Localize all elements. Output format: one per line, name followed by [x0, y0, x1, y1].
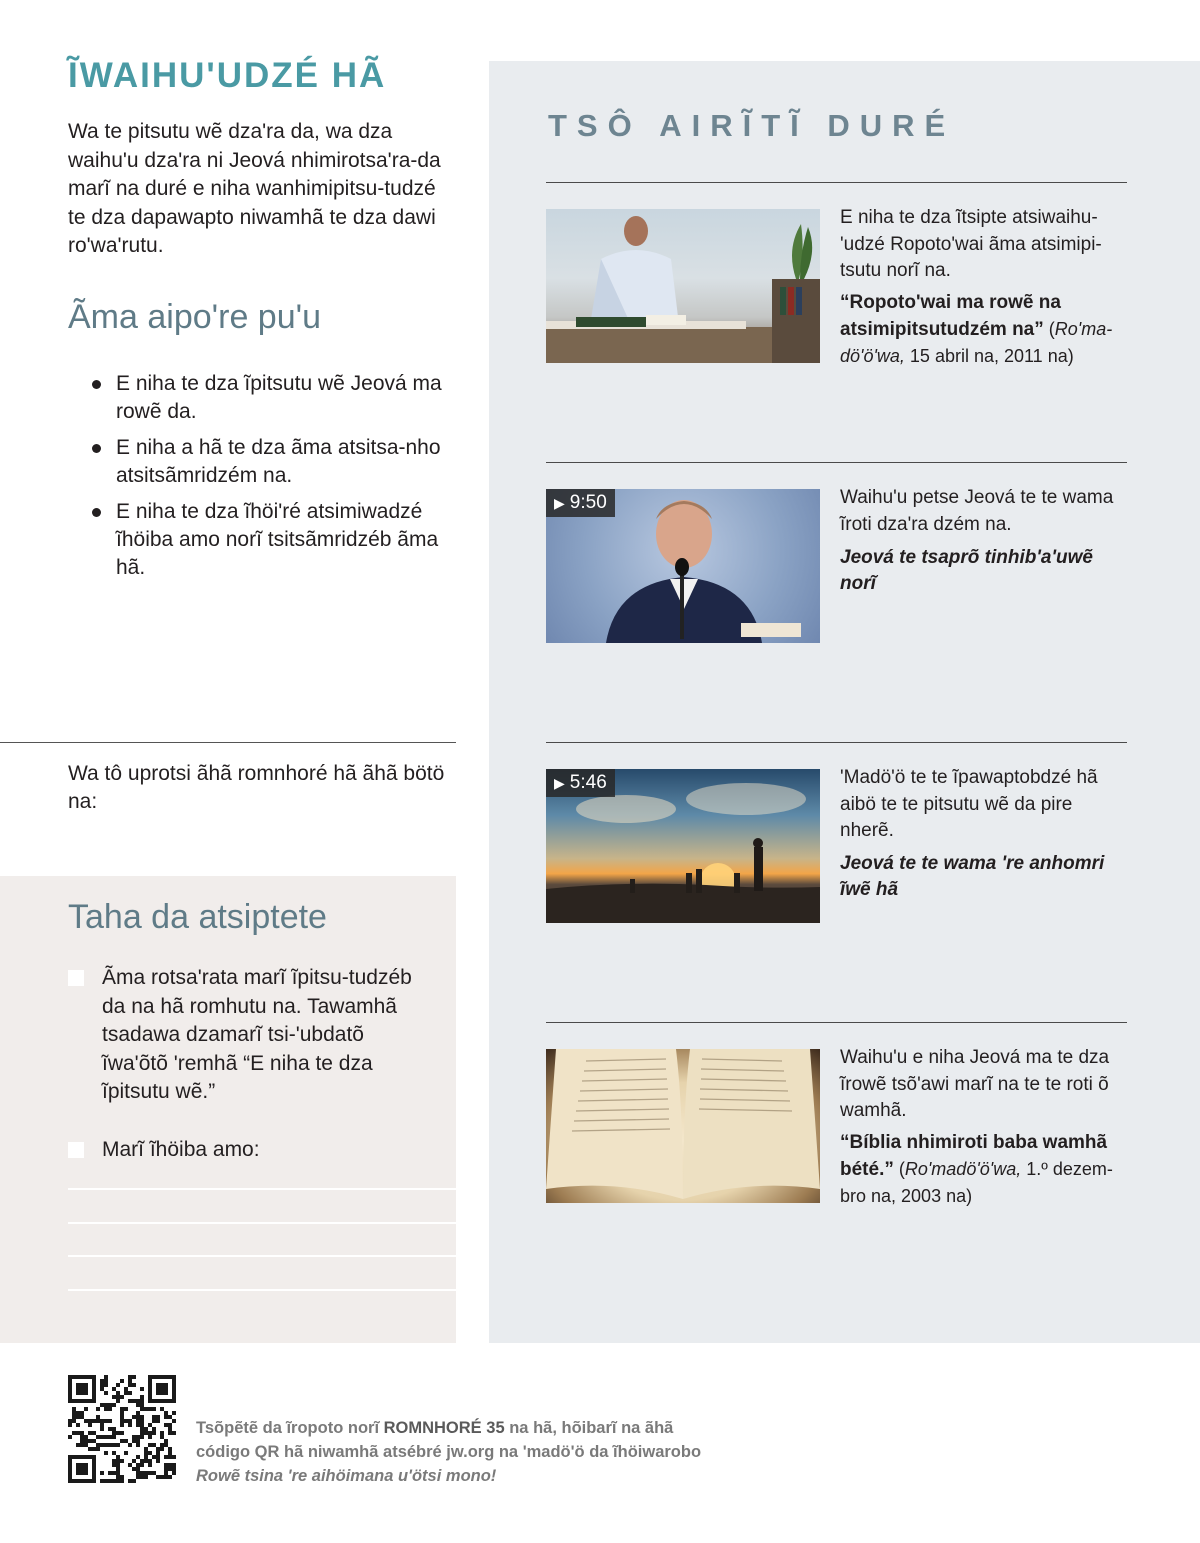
- writing-line[interactable]: [68, 1255, 456, 1257]
- video-duration: 9:50: [569, 492, 607, 513]
- review-text: Wa te pitsutu wẽ dza'ra da, wa dza waihu'u dza'ra ni Jeová nhimirotsa'ra-da marĩ na duré e niha wanhimipitsu-tudzé te dza dapawapto niwamhã te dza dawi ro'wa'rutu.: [68, 120, 441, 257]
- play-icon: ▶: [554, 775, 565, 791]
- summary-item-text: E niha te dza ĩhöi'ré atsimiwadzé ĩhöiba amo norĩ tsitsãmridzéb ãma hã.: [116, 500, 439, 579]
- summary-list-item: [90, 434, 460, 490]
- writing-line[interactable]: [68, 1188, 456, 1190]
- review-title: ĨWAIHU'UDZÉ HÃ: [68, 56, 387, 95]
- summary-heading: Ãma aipo're pu'u: [68, 298, 322, 336]
- resource-link[interactable]: Jeová te tsaprõ tinhib'a'uwẽ norĩ: [840, 547, 1093, 594]
- summary-list: [90, 370, 460, 590]
- qr-code-icon[interactable]: [68, 1375, 176, 1483]
- writing-line[interactable]: [68, 1222, 456, 1224]
- tasks-panel: [0, 876, 456, 1343]
- video-thumbnail[interactable]: [546, 769, 820, 923]
- task-checkbox[interactable]: [68, 970, 84, 986]
- resource-link[interactable]: [840, 1130, 1130, 1210]
- resource-description: 'Madö'ö te te ĩpawaptobdzé hã aibö te te pitsutu wẽ da pire nherẽ.: [840, 767, 1098, 841]
- bullet-icon: [92, 508, 101, 517]
- section-divider: [0, 742, 456, 743]
- resource-thumbnail[interactable]: [546, 1049, 820, 1203]
- resource-divider: [546, 742, 1127, 743]
- resource-source: (Ro'madö'ö'wa, 1.º dezem-bro na, 2003 na): [840, 1159, 1113, 1206]
- resource-link[interactable]: Jeová te te wama 're anhomri ĩwẽ hã: [840, 853, 1105, 900]
- writing-line[interactable]: [68, 1289, 456, 1291]
- resource-source: (Ro'ma-dö'ö'wa, 15 abril na, 2011 na): [840, 319, 1113, 366]
- resource-description: Waihu'u petse Jeová te te wama ĩroti dza'ra dzém na.: [840, 487, 1114, 535]
- summary-item-text: E niha a hã te dza ãma atsitsa-nho atsitsãmridzém na.: [116, 436, 441, 487]
- bullet-icon: [92, 444, 101, 453]
- resource-title[interactable]: “Ropoto'wai ma rowẽ na atsimipitsutudzém na”: [840, 292, 1061, 340]
- resource-description: E niha te dza ĩtsipte atsiwaihu-'udzé Ropoto'wai ãma atsimipi-tsutu norĩ na.: [840, 207, 1102, 281]
- resource-title[interactable]: “Bíblia nhimiroti baba wamhã bété.”: [840, 1132, 1108, 1180]
- bullet-icon: [92, 380, 101, 389]
- video-duration-badge: [546, 489, 615, 517]
- footer-text: Tsõpẽtẽ da ĩropoto norĩ ROMNHORÉ 35 na hã, hõibarĩ na ãhã código QR hã niwamhã atsébré jw.org na 'madö'ö da ĩhöiwarobo Rowẽ tsina 're aihöimana u'ötsi mono!: [196, 1419, 702, 1485]
- task-checkbox[interactable]: [68, 1142, 84, 1158]
- play-icon: ▶: [554, 495, 565, 511]
- video-duration-badge: [546, 769, 615, 797]
- video-thumbnail[interactable]: [546, 489, 820, 643]
- task-text: Ãma rotsa'rata marĩ ĩpitsu-tudzéb da na hã romhutu na. Tawamhã tsadawa dzamarĩ tsi-'ubdatõ ĩwa'õtõ 'remhã “E niha te dza ĩpitsutu wẽ.”: [102, 966, 412, 1103]
- summary-list-item: [90, 370, 460, 426]
- man-studying-image: [546, 209, 820, 363]
- summary-list-item: [90, 498, 460, 582]
- resources-heading: TSÔ AIRĨTĨ DURÉ: [548, 108, 956, 143]
- summary-item-text: E niha te dza ĩpitsutu wẽ Jeová ma rowẽ da.: [116, 372, 442, 423]
- resource-thumbnail[interactable]: [546, 209, 820, 363]
- resource-divider: [546, 182, 1127, 183]
- resource-description: Waihu'u e niha Jeová ma te dza ĩrowẽ tsõ'awi marĩ na te te roti õ wamhã.: [840, 1047, 1110, 1121]
- video-duration: 5:46: [569, 772, 607, 793]
- task-text: Marĩ ĩhöiba amo:: [102, 1138, 260, 1161]
- resource-link[interactable]: [840, 290, 1130, 370]
- open-bible-image: [546, 1049, 820, 1203]
- resource-divider: [546, 1022, 1127, 1023]
- tasks-heading: Taha da atsiptete: [68, 898, 327, 936]
- prompt-text: Wa tô uprotsi ãhã romnhoré hã ãhã bötö na:: [68, 762, 445, 813]
- resource-divider: [546, 462, 1127, 463]
